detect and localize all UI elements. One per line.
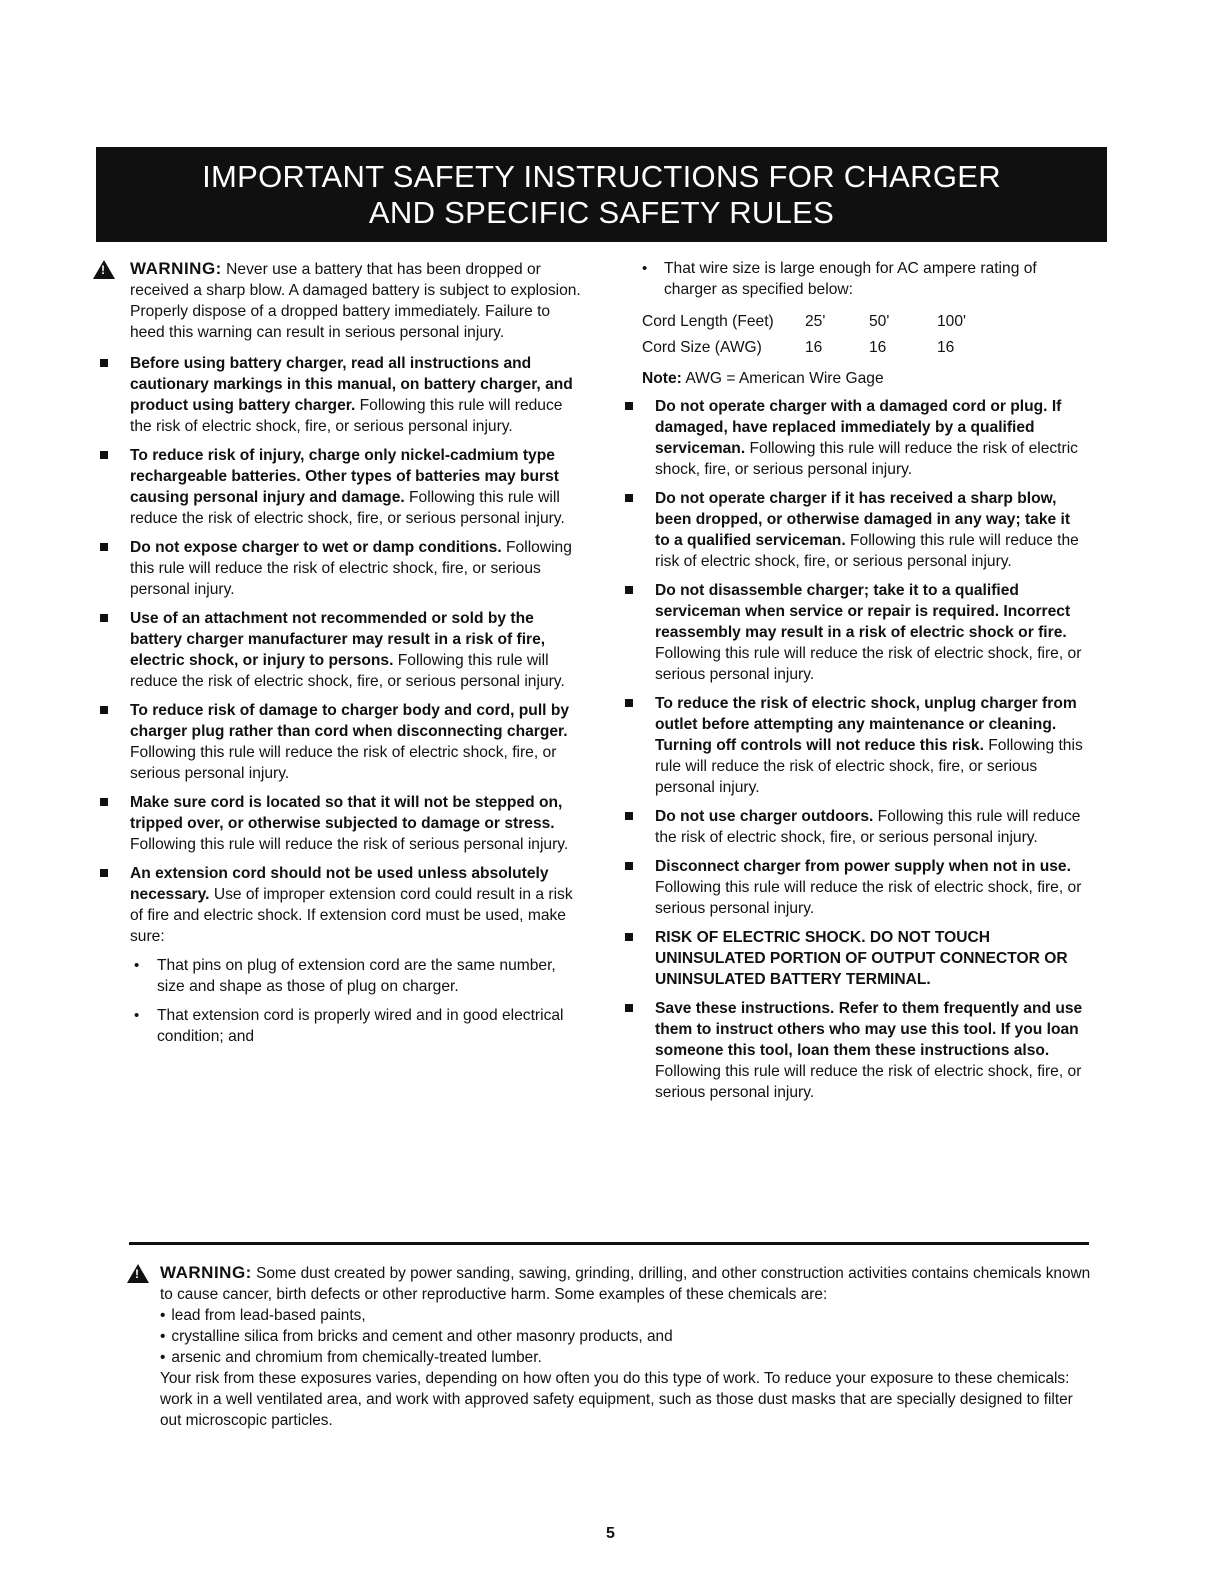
sub-text: That extension cord is properly wired and in good electrical condition; and bbox=[157, 1007, 564, 1045]
bullet-dot-icon: • bbox=[642, 260, 648, 277]
bullet-dot-icon: • bbox=[160, 1328, 166, 1345]
sub-item bbox=[616, 258, 1086, 300]
rule-bold: An extension cord should not be used unless absolutely necessary. bbox=[130, 865, 549, 903]
rule-item bbox=[91, 700, 586, 784]
list-text: crystalline silica from bricks and cement and other masonry products, and bbox=[171, 1328, 673, 1345]
rule-item bbox=[616, 580, 1086, 685]
rule-item bbox=[616, 806, 1086, 848]
bullet-dot-icon: • bbox=[134, 957, 140, 974]
rule-text: Following this rule will reduce the risk of electric shock, fire, or serious personal injury. bbox=[130, 489, 565, 527]
cord-table bbox=[616, 308, 1086, 360]
bullet-square-icon bbox=[100, 543, 108, 551]
table-cell: 16 bbox=[869, 338, 887, 356]
rule-bold: Use of an attachment not recommended or sold by the battery charger manufacturer may result in a risk of fire, electric shock, or injury to persons. bbox=[130, 610, 546, 669]
bullet-square-icon bbox=[625, 402, 633, 410]
list-item bbox=[127, 1326, 1092, 1347]
bullet-dot-icon: • bbox=[134, 1007, 140, 1024]
right-column bbox=[616, 258, 1086, 1111]
rule-text: Following this rule will reduce the risk of electric shock, fire, or serious personal injury. bbox=[655, 440, 1078, 478]
table-cell: 16 bbox=[805, 338, 823, 356]
bullet-square-icon bbox=[100, 706, 108, 714]
rule-text: Following this rule will reduce the risk of electric shock, fire, or serious personal injury. bbox=[655, 879, 1082, 917]
rule-item bbox=[91, 863, 586, 947]
table-cell: 16 bbox=[937, 338, 955, 356]
sub-item bbox=[91, 1005, 586, 1047]
table-cell: 25' bbox=[805, 312, 826, 330]
rule-item bbox=[616, 693, 1086, 798]
rule-bold: Make sure cord is located so that it will not be stepped on, tripped over, or otherwise subjected to damage or stress. bbox=[130, 794, 563, 832]
table-cell: 50' bbox=[869, 312, 890, 330]
closing-text: Your risk from these exposures varies, depending on how often you do this type of work. To reduce your exposure to these chemicals: work in a well ventilated area, and work with approved safety equipment, such as those dust masks that are specially designed to filter out microscopic particles. bbox=[160, 1370, 1073, 1429]
rule-bold: Disconnect charger from power supply when not in use. bbox=[655, 858, 1071, 875]
warning-text: Some dust created by power sanding, sawing, grinding, drilling, and other construction activities contains chemicals known to cause cancer, birth defects or other reproductive harm. Some examples of these chemicals are: bbox=[160, 1265, 1091, 1303]
list-text: arsenic and chromium from chemically-treated lumber. bbox=[171, 1349, 542, 1366]
bullet-square-icon bbox=[100, 614, 108, 622]
bullet-square-icon bbox=[625, 586, 633, 594]
rule-text: Following this rule will reduce the risk of electric shock, fire, or serious personal injury. bbox=[130, 539, 572, 598]
section-divider bbox=[129, 1242, 1089, 1245]
rule-text: Following this rule will reduce the risk of electric shock, fire, or serious personal injury. bbox=[130, 744, 557, 782]
warning-text: Never use a battery that has been dropped or received a sharp blow. A damaged battery is subject to explosion. Properly dispose of a dropped battery immediately. Failure to heed this warning can result in serious personal injury. bbox=[130, 261, 581, 341]
rule-bold: Save these instructions. Refer to them frequently and use them to instruct others who may use this tool. If you loan someone this tool, loan them these instructions also. bbox=[655, 1000, 1083, 1059]
cord-note bbox=[616, 366, 1086, 392]
banner-line-1: IMPORTANT SAFETY INSTRUCTIONS FOR CHARGER bbox=[202, 159, 1001, 194]
left-column bbox=[91, 258, 586, 1055]
rule-text: Following this rule will reduce the risk of electric shock, fire, or serious personal injury. bbox=[655, 808, 1081, 846]
warning-triangle-icon bbox=[93, 260, 115, 279]
table-cell: Cord Length (Feet) bbox=[642, 312, 774, 330]
bullet-square-icon bbox=[625, 1004, 633, 1012]
table-cell: Cord Size (AWG) bbox=[642, 338, 762, 356]
rule-item bbox=[616, 396, 1086, 480]
rule-text: Following this rule will reduce the risk of electric shock, fire, or serious personal injury. bbox=[655, 532, 1079, 570]
dust-warning-intro bbox=[127, 1262, 1092, 1305]
rule-text: Following this rule will reduce the risk of electric shock, fire, or serious personal injury. bbox=[655, 737, 1083, 796]
warning-label: WARNING: bbox=[130, 259, 222, 278]
warning-label: WARNING: bbox=[160, 1263, 252, 1282]
rule-text: Following this rule will reduce the risk of electric shock, fire, or serious personal injury. bbox=[655, 645, 1082, 683]
list-item bbox=[127, 1347, 1092, 1368]
rule-item bbox=[616, 998, 1086, 1103]
rule-bold: Do not disassemble charger; take it to a qualified serviceman when service or repair is required. Incorrect reassembly may result in a risk of electric shock or fire. bbox=[655, 582, 1071, 641]
rule-bold: Do not operate charger with a damaged cord or plug. If damaged, have replaced immediately by a qualified serviceman. bbox=[655, 398, 1062, 457]
rule-bold: Do not operate charger if it has received a sharp blow, been dropped, or otherwise damaged in any way; take it to a qualified serviceman. bbox=[655, 490, 1071, 549]
rule-text: Use of improper extension cord could result in a risk of fire and electric shock. If extension cord must be used, make sure: bbox=[130, 886, 573, 945]
rule-bold: Do not expose charger to wet or damp conditions. bbox=[130, 539, 502, 556]
bullet-square-icon bbox=[625, 862, 633, 870]
rule-item bbox=[616, 856, 1086, 919]
rule-bold: Before using battery charger, read all instructions and cautionary markings in this manual, on battery charger, and product using battery charger. bbox=[130, 355, 573, 414]
bullet-square-icon bbox=[625, 699, 633, 707]
list-text: lead from lead-based paints, bbox=[171, 1307, 366, 1324]
dust-warning bbox=[127, 1262, 1092, 1431]
warning-triangle-icon bbox=[127, 1264, 149, 1283]
sub-text: That wire size is large enough for AC ampere rating of charger as specified below: bbox=[664, 260, 1037, 298]
rule-item bbox=[91, 537, 586, 600]
rule-text: Following this rule will reduce the risk of electric shock, fire, or serious personal injury. bbox=[130, 397, 563, 435]
sub-text: That pins on plug of extension cord are the same number, size and shape as those of plug on charger. bbox=[157, 957, 556, 995]
bullet-dot-icon: • bbox=[160, 1349, 166, 1366]
rule-item bbox=[91, 353, 586, 437]
title-banner bbox=[96, 147, 1107, 242]
bullet-square-icon bbox=[100, 869, 108, 877]
bullet-square-icon bbox=[625, 812, 633, 820]
rule-text: Following this rule will reduce the risk of serious personal injury. bbox=[130, 836, 569, 853]
page-number: 5 bbox=[606, 1525, 615, 1542]
rule-item bbox=[616, 927, 1086, 990]
note-label: Note: bbox=[642, 370, 682, 387]
banner-line-2: AND SPECIFIC SAFETY RULES bbox=[368, 195, 835, 230]
list-item bbox=[127, 1305, 1092, 1326]
rule-item bbox=[91, 445, 586, 529]
table-row bbox=[642, 308, 1086, 334]
sub-item bbox=[91, 955, 586, 997]
battery-warning bbox=[91, 258, 586, 343]
rule-item bbox=[616, 488, 1086, 572]
note-text: AWG = American Wire Gage bbox=[681, 370, 884, 387]
rule-text: Following this rule will reduce the risk of electric shock, fire, or serious personal injury. bbox=[655, 1063, 1082, 1101]
rule-bold: To reduce risk of injury, charge only nickel-cadmium type rechargeable batteries. Other types of batteries may burst causing personal injury and damage. bbox=[130, 447, 559, 506]
bullet-square-icon bbox=[625, 933, 633, 941]
bullet-square-icon bbox=[100, 798, 108, 806]
bullet-square-icon bbox=[625, 494, 633, 502]
rule-text: Following this rule will reduce the risk of electric shock, fire, or serious personal injury. bbox=[130, 652, 565, 690]
table-cell: 100' bbox=[937, 312, 966, 330]
bullet-square-icon bbox=[100, 451, 108, 459]
bullet-dot-icon: • bbox=[160, 1307, 166, 1324]
table-row bbox=[642, 334, 1086, 360]
rule-bold: To reduce the risk of electric shock, unplug charger from outlet before attempting any maintenance or cleaning. Turning off controls will not reduce this risk. bbox=[655, 695, 1077, 754]
bullet-square-icon bbox=[100, 359, 108, 367]
rule-bold: Do not use charger outdoors. bbox=[655, 808, 874, 825]
rule-item bbox=[91, 792, 586, 855]
rule-item bbox=[91, 608, 586, 692]
rule-bold: RISK OF ELECTRIC SHOCK. DO NOT TOUCH UNINSULATED PORTION OF OUTPUT CONNECTOR OR UNINSULATED BATTERY TERMINAL. bbox=[655, 929, 1068, 988]
rule-bold: To reduce risk of damage to charger body and cord, pull by charger plug rather than cord when disconnecting charger. bbox=[130, 702, 570, 740]
